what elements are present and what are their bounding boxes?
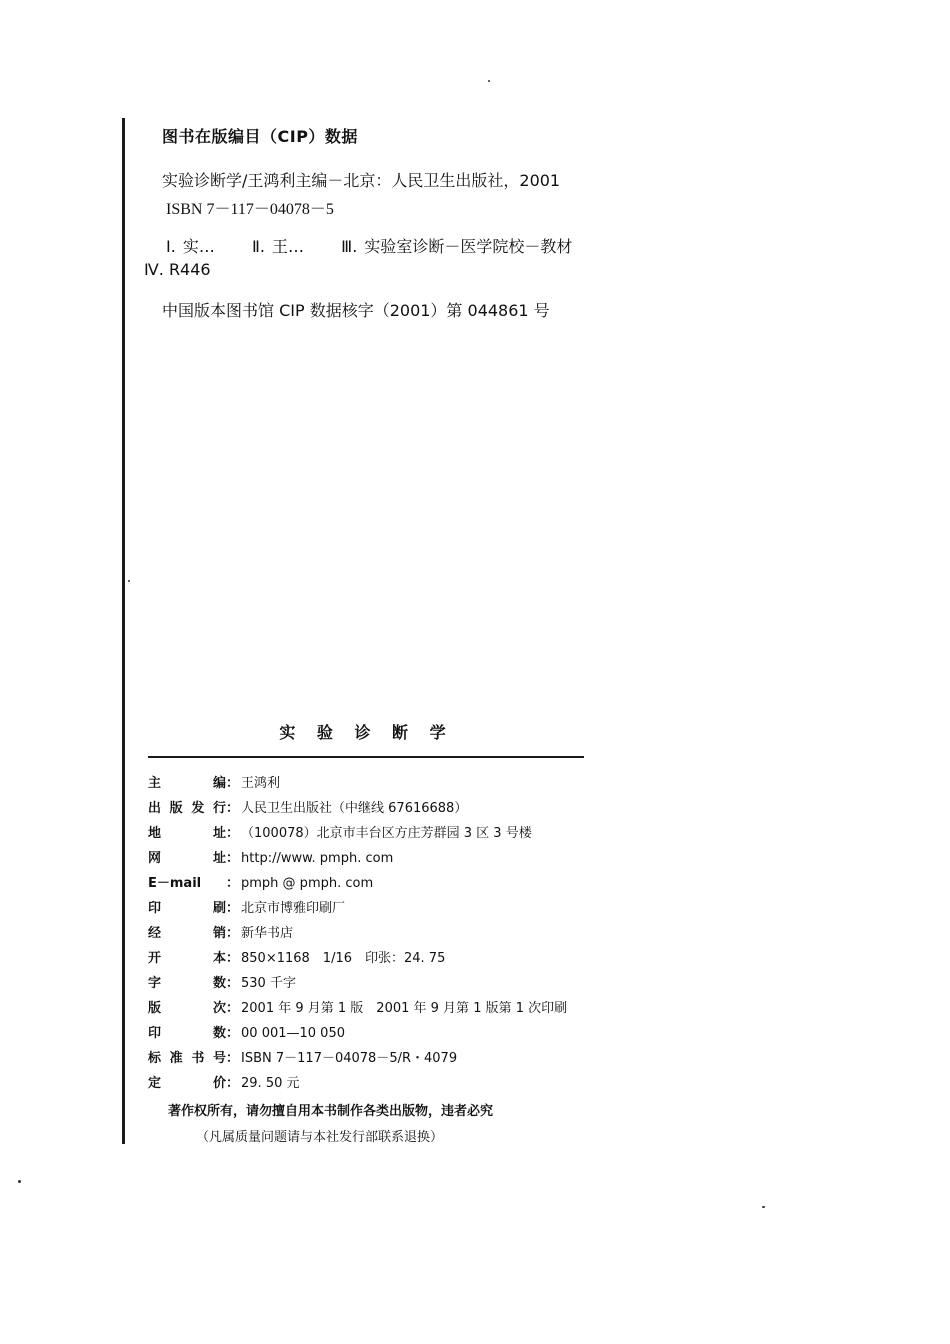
cip-main-entry: 实验诊断学/王鸿利主编－北京：人民卫生出版社，2001: [162, 171, 561, 190]
row-label: 经 销: [148, 926, 226, 941]
copyright-notice: 著作权所有，请勿擅自用本书制作各类出版物，违者必究: [168, 1104, 494, 1119]
row-separator: ：: [226, 1076, 240, 1091]
row-label: E－mail: [148, 876, 202, 891]
colophon-row-website: [148, 849, 567, 874]
scan-speck: [128, 580, 130, 582]
row-value: 29. 50 元: [241, 1076, 300, 1091]
colophon-row-isbn: [148, 1049, 567, 1074]
margin-rule: [122, 118, 125, 1144]
cip-class-1: Ⅰ. 实…: [166, 237, 215, 256]
row-label: 开 本: [148, 951, 226, 966]
colophon-table: [148, 774, 567, 1099]
row-label: 网 址: [148, 851, 226, 866]
row-value: 2001 年 9 月第 1 版 2001 年 9 月第 1 版第 1 次印刷: [241, 1001, 568, 1016]
colophon-row-distributor: [148, 924, 567, 949]
row-value: 人民卫生出版社（中继线 67616688）: [241, 801, 468, 816]
row-label: 出版发行: [148, 801, 226, 816]
row-label: 印 数: [148, 1026, 226, 1041]
row-label: 定 价: [148, 1076, 226, 1091]
colophon-row-editor: [148, 774, 567, 799]
cip-verify-number: 中国版本图书馆 CIP 数据核字（2001）第 044861 号: [162, 301, 550, 320]
colophon-row-address: [148, 824, 567, 849]
colophon-row-price: [148, 1074, 567, 1099]
row-label: 地 址: [148, 826, 226, 841]
cip-class-3: Ⅲ. 实验室诊断－医学院校－教材: [341, 237, 573, 256]
row-separator: ：: [226, 1026, 240, 1041]
row-separator: ：: [226, 926, 240, 941]
colophon-row-email: [148, 874, 567, 899]
colophon-row-printer: [148, 899, 567, 924]
book-title: 实 验 诊 断 学: [279, 723, 454, 742]
row-value: http://www. pmph. com: [241, 851, 394, 866]
row-separator: ：: [226, 876, 240, 891]
cip-isbn: ISBN 7－117－04078－5: [166, 201, 334, 218]
row-label: 印 刷: [148, 901, 226, 916]
colophon-row-edition: [148, 999, 567, 1024]
row-value: pmph @ pmph. com: [241, 876, 374, 891]
row-separator: ：: [226, 901, 240, 916]
row-label: 字 数: [148, 976, 226, 991]
row-separator: ：: [226, 951, 240, 966]
row-label: 标准书号: [148, 1051, 226, 1066]
row-value: 850×1168 1/16 印张：24. 75: [241, 951, 446, 966]
row-value: 北京市博雅印刷厂: [241, 901, 346, 916]
scan-speck: [762, 1206, 765, 1208]
row-separator: ：: [226, 776, 240, 791]
colophon-row-publisher: [148, 799, 567, 824]
row-separator: ：: [226, 1051, 240, 1066]
row-separator: ：: [226, 801, 240, 816]
row-separator: ：: [226, 1001, 240, 1016]
row-label: 主 编: [148, 776, 226, 791]
title-divider: [148, 756, 584, 758]
row-separator: ：: [226, 851, 240, 866]
row-value: 00 001—10 050: [241, 1026, 345, 1041]
colophon-row-printrun: [148, 1024, 567, 1049]
row-value: 新华书店: [241, 926, 294, 941]
cip-class-4: Ⅳ. R446: [144, 260, 211, 279]
colophon-row-wordcount: [148, 974, 567, 999]
row-value: （100078）北京市丰台区方庄芳群园 3 区 3 号楼: [241, 826, 532, 841]
returns-note: （凡属质量问题请与本社发行部联系退换）: [196, 1130, 444, 1145]
cip-classification: [166, 234, 572, 257]
row-value: ISBN 7－117－04078－5/R・4079: [241, 1051, 458, 1066]
row-label: 版 次: [148, 1001, 226, 1016]
colophon-row-format: [148, 949, 567, 974]
cip-heading: 图书在版编目（CIP）数据: [162, 127, 358, 146]
scan-speck: [488, 80, 490, 82]
row-value: 王鸿利: [241, 776, 281, 791]
row-value: 530 千字: [241, 976, 296, 991]
scan-speck: [18, 1180, 21, 1183]
row-separator: ：: [226, 826, 240, 841]
row-separator: ：: [226, 976, 240, 991]
cip-class-2: Ⅱ. 王…: [252, 237, 305, 256]
